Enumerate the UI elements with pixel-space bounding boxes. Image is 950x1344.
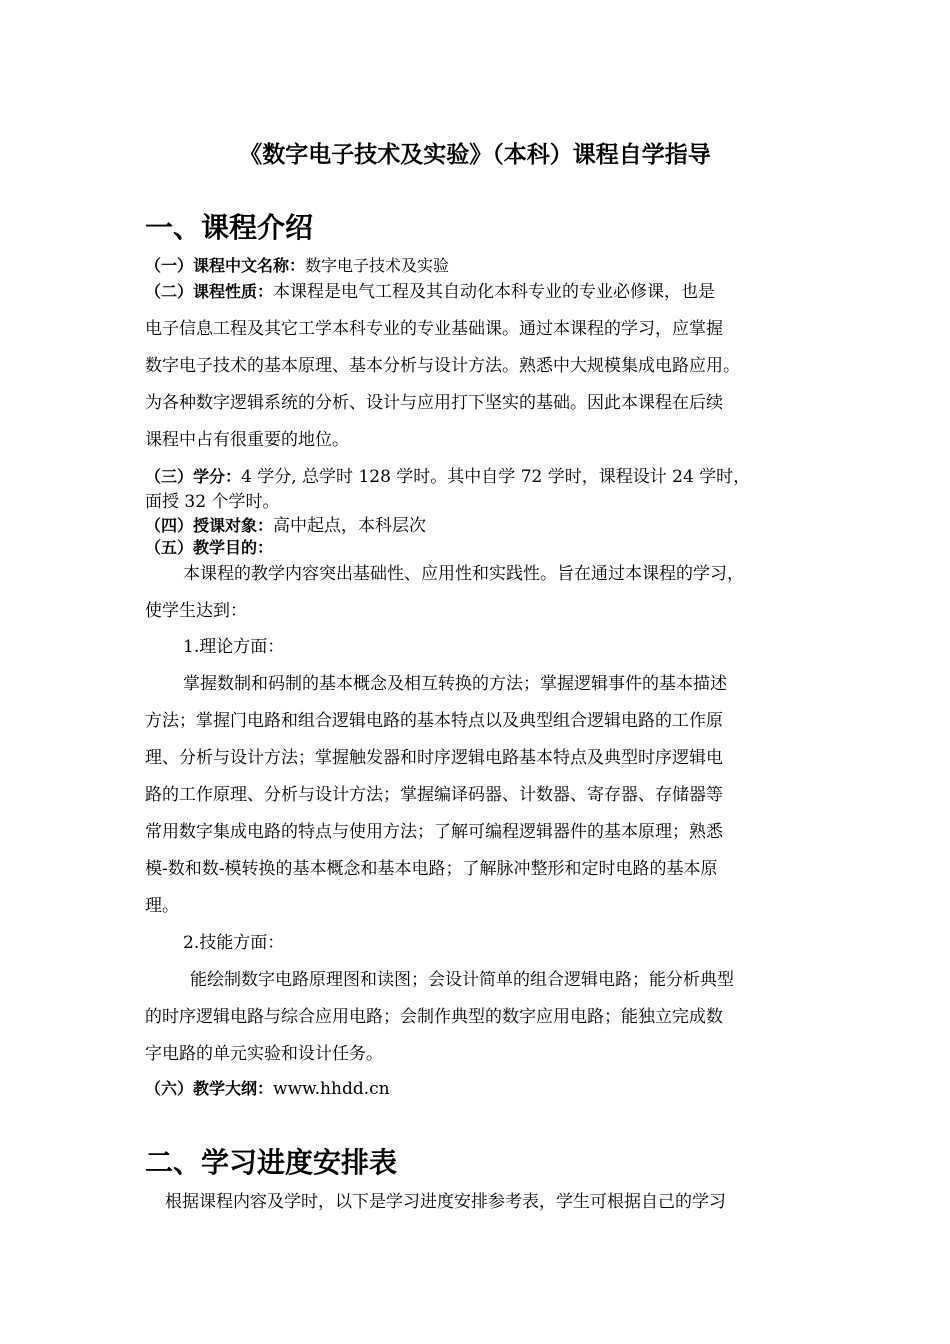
course-nature-text-2: 电子信息工程及其它工学本科专业的专业基础课。通过本课程的学习，应掌握 bbox=[145, 319, 723, 339]
skill-text-1: 能绘制数字电路原理图和读图；会设计简单的组合逻辑电路；能分析典型 bbox=[190, 970, 734, 990]
goal-intro-1: 本课程的教学内容突出基础性、应用性和实践性。旨在通过本课程的学习， bbox=[183, 564, 744, 584]
theory-text-3: 理、分析与设计方法；掌握触发器和时序逻辑电路基本特点及典型时序逻辑电 bbox=[145, 748, 723, 768]
target-value: 高中起点，本科层次 bbox=[273, 516, 427, 536]
goal-line bbox=[145, 535, 273, 558]
skill-text-3: 字电路的单元实验和设计任务。 bbox=[145, 1044, 383, 1064]
theory-text-7: 理。 bbox=[145, 896, 179, 916]
course-nature-text-4: 为各种数字逻辑系统的分析、设计与应用打下坚实的基础。因此本课程在后续 bbox=[145, 393, 723, 413]
course-nature-line-1 bbox=[145, 277, 715, 302]
outline-line bbox=[145, 1076, 390, 1099]
document-title: 《数字电子技术及实验》（本科）课程自学指导 bbox=[239, 142, 711, 168]
section-2-heading: 二、学习进度安排表 bbox=[145, 1146, 398, 1179]
course-name-line bbox=[145, 253, 449, 276]
theory-heading: 1.理论方面： bbox=[183, 637, 285, 657]
outline-label: （六）教学大纲： bbox=[145, 1079, 274, 1098]
theory-text-4: 路的工作原理、分析与设计方法；掌握编译码器、计数器、寄存器、存储器等 bbox=[145, 785, 723, 805]
theory-text-6: 模-数和数-模转换的基本概念和基本电路；了解脉冲整形和定时电路的基本原 bbox=[145, 859, 718, 879]
credit-text-1: 4 学分, 总学时 128 学时。其中自学 72 学时，课程设计 24 学时， bbox=[241, 467, 751, 487]
course-nature-text-5: 课程中占有很重要的地位。 bbox=[145, 430, 349, 450]
skill-text-2: 的时序逻辑电路与综合应用电路；会制作典型的数字应用电路；能独立完成数 bbox=[145, 1007, 723, 1027]
credit-text-2: 面授 32 个学时。 bbox=[145, 492, 280, 512]
section-2-intro: 根据课程内容及学时，以下是学习进度安排参考表，学生可根据自己的学习 bbox=[165, 1192, 726, 1212]
course-nature-label: （二）课程性质： bbox=[145, 282, 274, 301]
outline-link[interactable]: www.hhdd.cn bbox=[273, 1079, 390, 1099]
theory-text-2: 方法；掌握门电路和组合逻辑电路的基本特点以及典型组合逻辑电路的工作原 bbox=[145, 711, 723, 731]
skill-heading: 2.技能方面： bbox=[183, 933, 285, 953]
credit-line-1 bbox=[145, 462, 750, 487]
course-name-value: 数字电子技术及实验 bbox=[305, 256, 450, 275]
theory-text-1: 掌握数制和码制的基本概念及相互转换的方法；掌握逻辑事件的基本描述 bbox=[183, 674, 727, 694]
credit-label: （三）学分： bbox=[145, 467, 242, 486]
theory-text-5: 常用数字集成电路的特点与使用方法；了解可编程逻辑器件的基本原理；熟悉 bbox=[145, 822, 723, 842]
target-label: （四）授课对象： bbox=[145, 516, 274, 535]
target-line bbox=[145, 511, 426, 536]
course-nature-text-3: 数字电子技术的基本原理、基本分析与设计方法。熟悉中大规模集成电路应用。 bbox=[145, 356, 740, 376]
course-nature-text-1: 本课程是电气工程及其自动化本科专业的专业必修课，也是 bbox=[273, 282, 716, 302]
course-name-label: （一）课程中文名称： bbox=[145, 256, 306, 275]
goal-label: （五）教学目的： bbox=[145, 538, 274, 557]
section-1-heading: 一、课程介绍 bbox=[145, 211, 314, 244]
goal-intro-2: 使学生达到： bbox=[145, 601, 247, 621]
